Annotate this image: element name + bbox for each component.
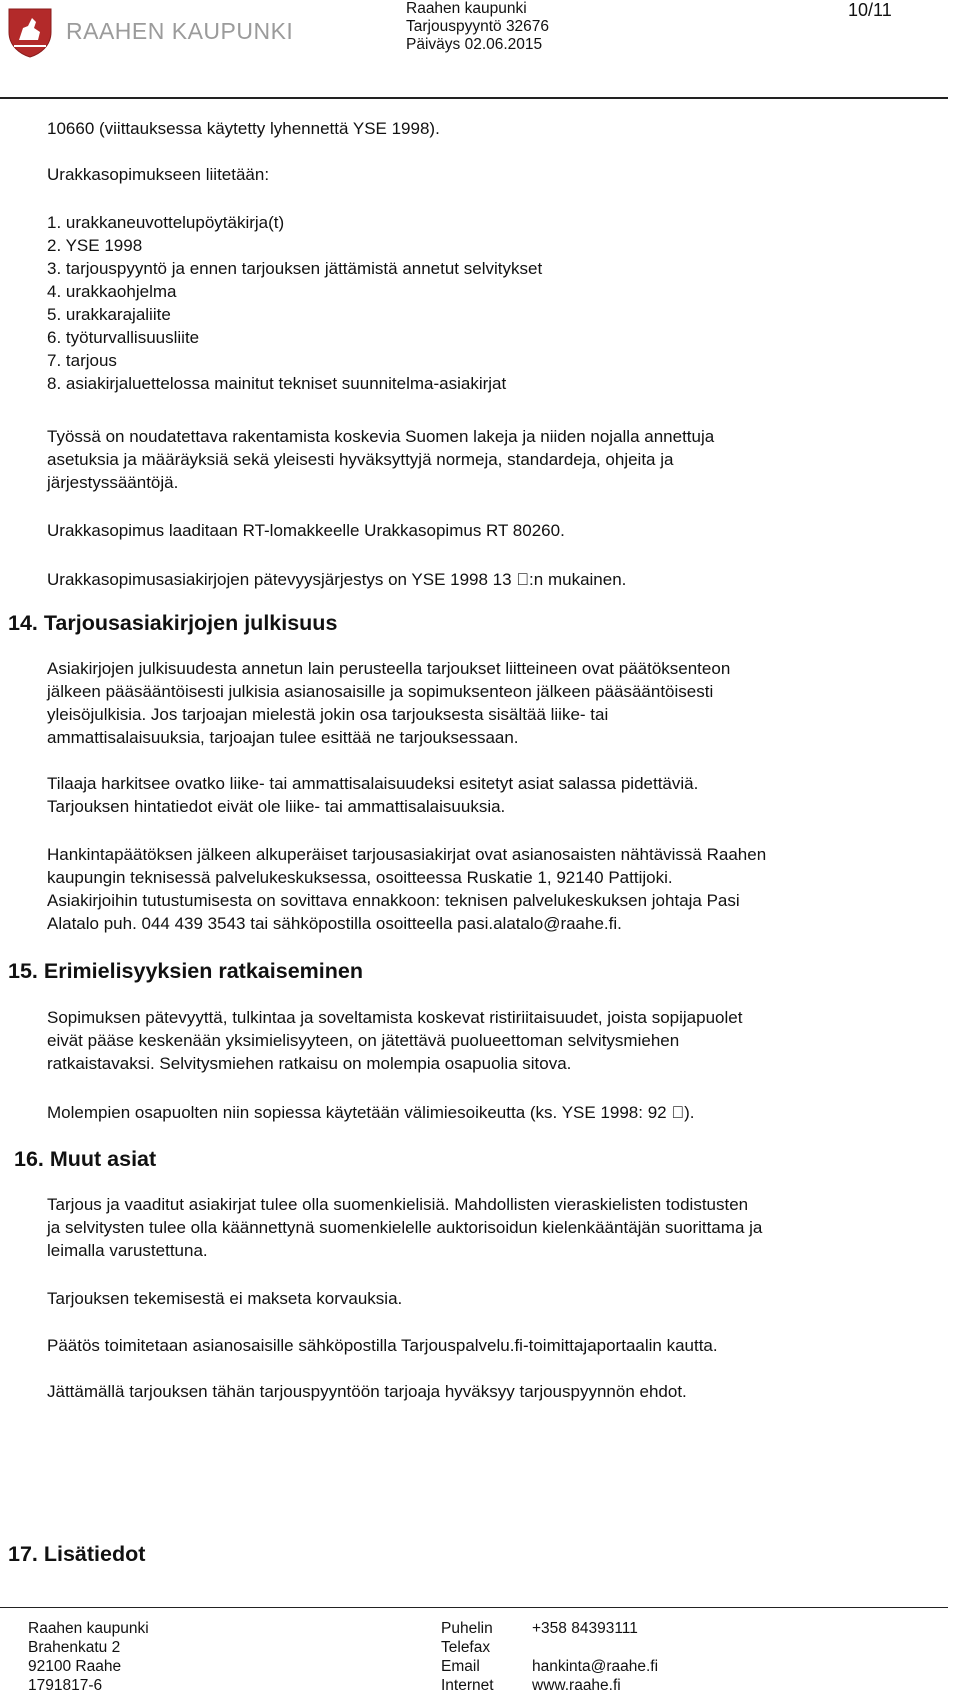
section-16-paragraph-4: Jättämällä tarjouksen tähän tarjouspyyntöön tarjoaja hyväksyy tarjouspyynnön ehdot. [47,1382,687,1401]
header-organization: Raahen kaupunki [406,0,527,17]
list-item: 7. tarjous [47,351,117,370]
intro-text: 10660 (viittauksessa käytetty lyhennettä YSE 1998). [47,119,440,138]
header-divider [0,97,948,99]
paragraph-line: yleisöjulkisia. Jos tarjoajan mielestä jokin osa tarjouksesta sisältää liike- tai [47,705,609,724]
validity-order-text: Urakkasopimusasiakirjojen pätevyysjärjestys on YSE 1998 13 :n mukainen. [47,570,614,589]
section-14-paragraph-2 [47,772,698,818]
header-date: Päiväys 02.06.2015 [406,36,543,53]
paragraph-line: Sopimuksen pätevyyttä, tulkintaa ja soveltamista koskevat ristiriitaisuudet, joista sopijapuolet [47,1008,743,1027]
list-item: 5. urakkarajaliite [47,305,171,324]
footer-divider [0,1607,948,1608]
paragraph-line: järjestyssääntöjä. [47,473,179,492]
footer-contact-labels [441,1619,494,1695]
paragraph-line: eivät pääse keskenään yksimielisyyteen, on jätettävä puolueettoman selvitysmiehen [47,1031,680,1050]
attachments-heading: Urakkasopimukseen liitetään: [47,165,270,184]
footer-email-link[interactable]: hankinta@raahe.fi [532,1658,659,1675]
paragraph-line: Työssä on noudatettava rakentamista koskevia Suomen lakeja ja niiden nojalla annettuja [47,427,715,446]
section-15-paragraph-2: Molempien osapuolten niin sopiessa käytetään välimiesoikeutta (ks. YSE 1998: 92 ). [47,1103,682,1122]
footer-contact-values [532,1619,658,1695]
section-15-heading: 15. Erimielisyyksien ratkaiseminen [8,959,363,983]
header-document-ref: Tarjouspyyntö 32676 [406,18,550,35]
header-meta [406,0,549,54]
list-item: 1. urakkaneuvottelupöytäkirja(t) [47,213,285,232]
section-16-heading: 16. Muut asiat [14,1147,157,1171]
footer-label: Internet [441,1677,494,1694]
paragraph-line: Asiakirjojen julkisuudesta annetun lain perusteella tarjoukset liitteineen ovat päätöksenteon [47,659,731,678]
list-item: 8. asiakirjaluettelossa mainitut tekniset suunnitelma-asiakirjat [47,374,507,393]
paragraph-line: Tarjous ja vaaditut asiakirjat tulee olla suomenkielisiä. Mahdollisten vieraskielisten todistusten [47,1195,749,1214]
city-logo [6,4,294,62]
paragraph-line: Tarjouksen hintatiedot eivät ole liike- tai ammattisalaisuuksia. [47,797,506,816]
paragraph-line: leimalla varustettuna. [47,1241,208,1260]
footer-label: Telefax [441,1639,491,1656]
footer-website-link[interactable]: www.raahe.fi [532,1677,621,1694]
footer-line: Raahen kaupunki [28,1620,149,1637]
paragraph-line: asetuksia ja määräyksiä sekä yleisesti hyväksyttyjä normeja, standardeja, ohjeita ja [47,450,674,469]
attachments-list [47,211,542,395]
page-number: 10/11 [848,0,892,20]
paragraph-line: Asiakirjoihin tutustumisesta on sovittava ennakkoon: teknisen palvelukeskuksen johtaja Pasi [47,891,740,910]
footer-fax [532,1638,658,1657]
coat-of-arms-icon [6,6,54,58]
paragraph-line: Hankintapäätöksen jälkeen alkuperäiset tarjousasiakirjat ovat asianosaisten nähtävissä Raahen [47,845,767,864]
paragraph-line: ammattisalaisuuksia, tarjoajan tulee esittää ne tarjouksessaan. [47,728,519,747]
section-16-paragraph-2: Tarjouksen tekemisestä ei makseta korvauksia. [47,1289,403,1308]
list-item: 3. tarjouspyyntö ja ennen tarjouksen jättämistä annetut selvitykset [47,259,543,278]
laws-paragraph [47,425,714,494]
list-item: 4. urakkaohjelma [47,282,177,301]
footer-label: Email [441,1658,480,1675]
paragraph-line: Alatalo puh. 044 439 3543 tai sähköpostilla osoitteella pasi.alatalo@raahe.fi. [47,914,622,933]
paragraph-line: kaupungin teknisessä palvelukeskuksessa, osoitteessa Ruskatie 1, 92140 Pattijoki. [47,868,673,887]
section-14-paragraph-3 [47,843,766,935]
paragraph-line: ja selvitysten tulee olla käännettynä suomenkielelle auktorisoidun kielenkääntäjän suorittama ja [47,1218,763,1237]
logo-text: RAAHEN KAUPUNKI [66,18,294,44]
paragraph-line: jälkeen pääsääntöisesti julkisia asianosaisille ja sopimuksenteon jälkeen pääsääntöisesti [47,682,714,701]
section-14-paragraph-1 [47,657,730,749]
section-15-paragraph-1 [47,1006,742,1075]
section-16-paragraph-3: Päätös toimitetaan asianosaisille sähköpostilla Tarjouspalvelu.fi-toimittajaportaalin kautta. [47,1336,718,1355]
footer-line: 92100 Raahe [28,1658,122,1675]
list-item: 2. YSE 1998 [47,236,143,255]
section-16-paragraph-1 [47,1193,762,1262]
footer-address [28,1619,149,1695]
footer-phone: +358 84393111 [532,1620,638,1637]
contract-form-text: Urakkasopimus laaditaan RT-lomakkeelle Urakkasopimus RT 80260. [47,521,565,540]
list-item: 6. työturvallisuusliite [47,328,200,347]
section-14-heading: 14. Tarjousasiakirjojen julkisuus [8,611,338,635]
footer-line: Brahenkatu 2 [28,1639,121,1656]
footer-line: 1791817-6 [28,1677,103,1694]
paragraph-line: ratkaistavaksi. Selvitysmiehen ratkaisu on molempia osapuolia sitova. [47,1054,572,1073]
paragraph-line: Tilaaja harkitsee ovatko liike- tai ammattisalaisuudeksi esitetyt asiat salassa pidettäviä. [47,774,699,793]
footer-label: Puhelin [441,1620,493,1637]
section-17-heading: 17. Lisätiedot [8,1542,146,1566]
